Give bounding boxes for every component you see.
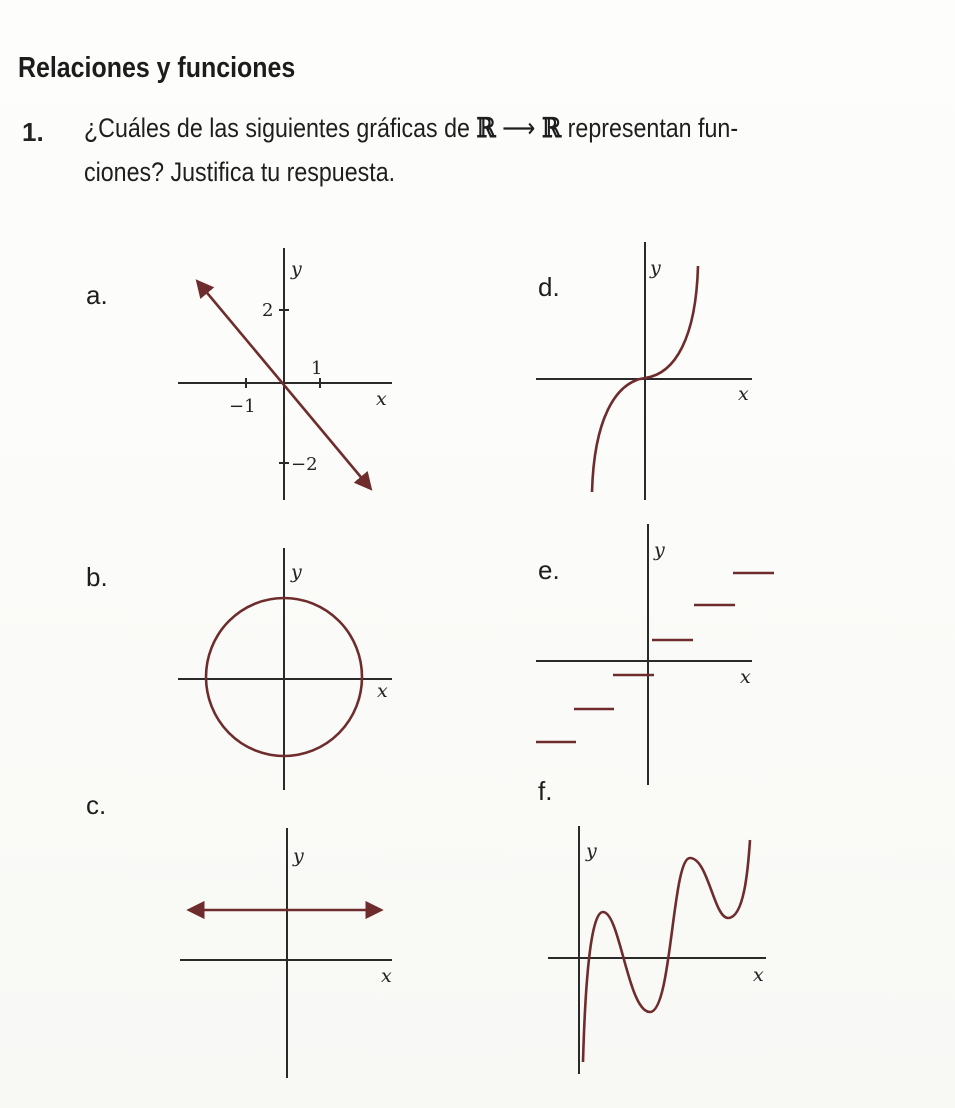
graph-a (178, 248, 392, 500)
graph-a-x-label: x (376, 388, 387, 410)
graph-e-y-label: y (654, 539, 665, 561)
graph-d-x-label: x (738, 383, 749, 405)
graph-f-label: f. (538, 776, 553, 806)
graph-a-tick-label: 2 (262, 300, 274, 321)
graph-d (536, 242, 752, 500)
graph-f (548, 826, 766, 1074)
graph-a-y-label: y (291, 258, 302, 280)
section-title: Relaciones y funciones (18, 52, 296, 84)
graph-f-polynomial-curve (583, 840, 750, 1062)
real-set-symbol: ℝ (476, 113, 496, 144)
graph-c-y-label: y (293, 845, 304, 867)
mapping-arrow: ⟶ (502, 113, 536, 143)
graph-a-tick-label: −2 (291, 454, 318, 475)
graph-f-x-label: x (753, 964, 764, 986)
graph-a-tick-label: −1 (229, 396, 256, 417)
graph-b-y-label: y (291, 561, 302, 583)
question-text-after: representan fun- (561, 113, 739, 143)
graph-a-tick-label: 1 (311, 358, 323, 379)
graph-c-label: c. (86, 790, 107, 820)
graph-c-x-label: x (381, 965, 392, 987)
graph-e-label: e. (538, 555, 560, 585)
graph-e (536, 524, 774, 785)
graph-b-x-label: x (377, 680, 388, 702)
graph-e-x-label: x (740, 666, 751, 688)
graph-c (180, 828, 392, 1078)
graph-a-label: a. (86, 280, 108, 310)
question-text-before: ¿Cuáles de las siguientes gráficas de (84, 113, 477, 143)
graph-b-label: b. (86, 562, 108, 592)
real-set-symbol: ℝ (541, 113, 562, 144)
graph-f-y-label: y (586, 840, 597, 862)
graph-d-label: d. (538, 272, 560, 302)
graph-b (178, 548, 392, 790)
graph-d-y-label: y (650, 257, 661, 279)
question-text-line-2: ciones? Justifica tu respuesta. (84, 157, 396, 187)
question-number: 1. (22, 117, 44, 147)
